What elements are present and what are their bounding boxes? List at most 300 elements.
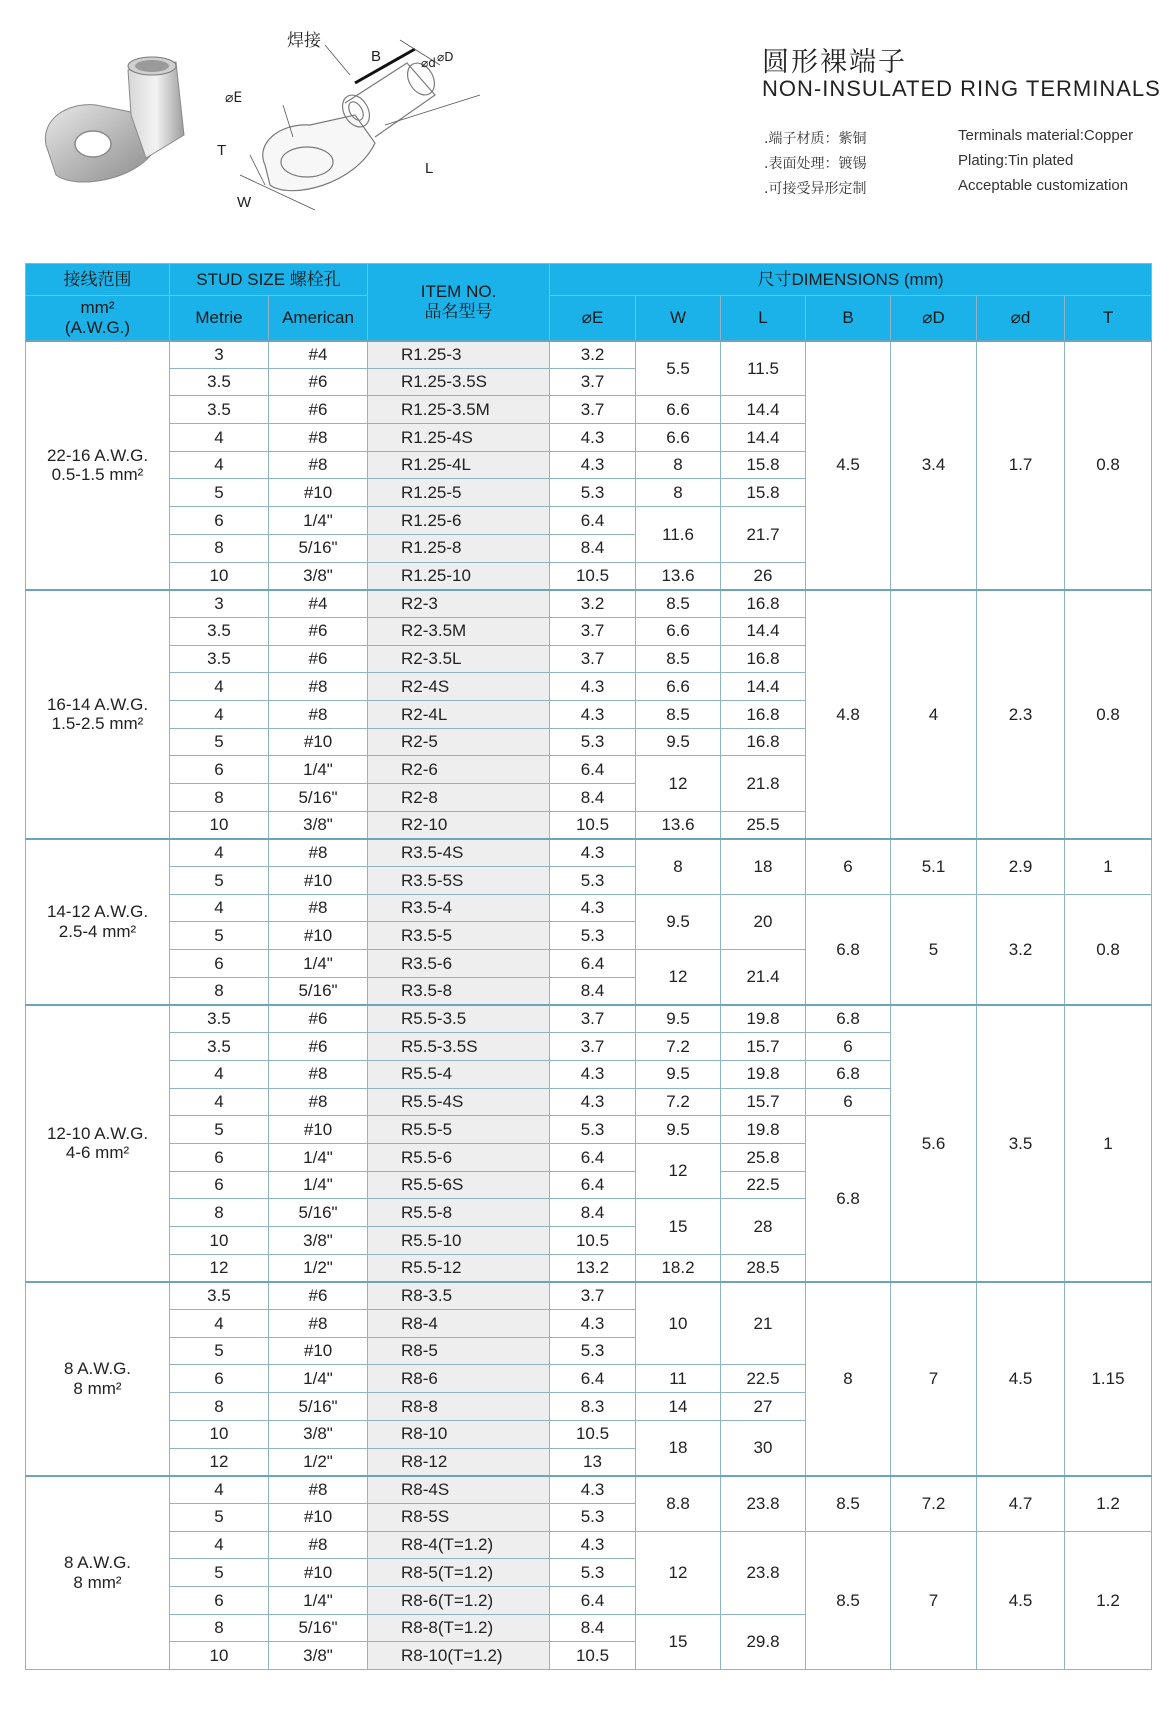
cell-l: 16.8 — [721, 645, 806, 673]
header-range-mm: mm² — [80, 298, 115, 318]
cell-l: 25.8 — [721, 1143, 806, 1171]
cell-item-no: R1.25-3.5S — [368, 368, 550, 396]
cell-l: 19.8 — [721, 1005, 806, 1033]
cell-item-no: R3.5-4S — [368, 839, 550, 867]
cell-e: 4.3 — [550, 1531, 636, 1559]
cell-phi-capital-d: 3.4 — [891, 341, 977, 590]
cell-l: 23.8 — [721, 1531, 806, 1614]
cell-american: 1/4" — [269, 507, 368, 535]
wire-range-awg: 22-16 A.W.G. — [46, 445, 149, 465]
wire-range-awg: 8 A.W.G. — [63, 1359, 132, 1379]
cell-metric: 4 — [170, 451, 269, 479]
cell-t: 1.2 — [1065, 1476, 1152, 1531]
cell-item-no: R5.5-4 — [368, 1060, 550, 1088]
wire-range-mm: 2.5-4 mm² — [58, 921, 137, 941]
cell-w: 5.5 — [636, 341, 721, 396]
cell-e: 3.7 — [550, 1282, 636, 1310]
page-header — [0, 0, 1176, 250]
cell-item-no: R2-4S — [368, 673, 550, 701]
cell-metric: 5 — [170, 867, 269, 895]
cell-e: 5.3 — [550, 1559, 636, 1587]
cell-item-no: R8-10(T=1.2) — [368, 1642, 550, 1670]
wire-range-mm: 4-6 mm² — [65, 1143, 130, 1163]
cell-e: 4.3 — [550, 700, 636, 728]
cell-metric: 12 — [170, 1448, 269, 1476]
cell-phi-d: 4.5 — [977, 1282, 1065, 1476]
cell-metric: 6 — [170, 1365, 269, 1393]
cell-item-no: R8-3.5 — [368, 1282, 550, 1310]
cell-e: 3.7 — [550, 396, 636, 424]
cell-e: 6.4 — [550, 1365, 636, 1393]
cell-american: #4 — [269, 590, 368, 618]
cell-item-no: R8-4 — [368, 1310, 550, 1338]
cell-american: #4 — [269, 341, 368, 369]
cell-american: #6 — [269, 368, 368, 396]
dim-label-w: W — [237, 194, 252, 211]
wire-range-cell — [26, 1282, 170, 1476]
cell-item-no: R8-4(T=1.2) — [368, 1531, 550, 1559]
cell-metric: 4 — [170, 673, 269, 701]
cell-item-no: R5.5-8 — [368, 1199, 550, 1227]
cell-item-no: R1.25-3.5M — [368, 396, 550, 424]
cell-e: 3.7 — [550, 1005, 636, 1033]
cell-metric: 5 — [170, 479, 269, 507]
cell-e: 13.2 — [550, 1254, 636, 1282]
cell-item-no: R8-6 — [368, 1365, 550, 1393]
wire-range-mm: 1.5-2.5 mm² — [51, 714, 144, 734]
cell-item-no: R5.5-3.5S — [368, 1033, 550, 1061]
cell-phi-d: 4.7 — [977, 1476, 1065, 1531]
cell-e: 4.3 — [550, 673, 636, 701]
cell-american: 5/16" — [269, 784, 368, 812]
cell-w: 18 — [636, 1420, 721, 1475]
cell-metric: 10 — [170, 811, 269, 839]
cell-metric: 4 — [170, 424, 269, 452]
cell-l: 11.5 — [721, 341, 806, 396]
cell-item-no: R8-4S — [368, 1476, 550, 1504]
cell-w: 11.6 — [636, 507, 721, 562]
header-item-en: ITEM NO. — [420, 282, 497, 302]
header-range-unit — [26, 296, 170, 341]
cell-american: #10 — [269, 1559, 368, 1587]
cell-american: #8 — [269, 1310, 368, 1338]
cell-item-no: R5.5-12 — [368, 1254, 550, 1282]
table-body — [26, 341, 1152, 1670]
cell-item-no: R3.5-4 — [368, 894, 550, 922]
cell-e: 6.4 — [550, 1143, 636, 1171]
cell-item-no: R5.5-6 — [368, 1143, 550, 1171]
terminal-dimension-drawing — [217, 25, 515, 230]
cell-metric: 8 — [170, 977, 269, 1005]
cell-american: #8 — [269, 700, 368, 728]
cell-metric: 4 — [170, 1310, 269, 1338]
header-range-cn: 接线范围 — [26, 264, 170, 296]
cell-w: 8 — [636, 839, 721, 894]
cell-item-no: R8-5 — [368, 1337, 550, 1365]
cell-l: 26 — [721, 562, 806, 590]
cell-american: #6 — [269, 617, 368, 645]
cell-phi-capital-d: 5 — [891, 894, 977, 1005]
cell-metric: 3.5 — [170, 645, 269, 673]
spec-plating-en: Plating:Tin plated — [958, 152, 1074, 169]
cell-item-no: R1.25-8 — [368, 534, 550, 562]
cell-item-no: R2-5 — [368, 728, 550, 756]
cell-metric: 10 — [170, 1227, 269, 1255]
cell-item-no: R8-6(T=1.2) — [368, 1586, 550, 1614]
cell-phi-capital-d: 7 — [891, 1282, 977, 1476]
cell-t: 0.8 — [1065, 341, 1152, 590]
cell-t: 0.8 — [1065, 590, 1152, 839]
cell-w: 13.6 — [636, 811, 721, 839]
cell-american: 1/4" — [269, 1143, 368, 1171]
cell-phi-d: 3.5 — [977, 1005, 1065, 1282]
cell-b: 6 — [806, 839, 891, 894]
cell-e: 3.2 — [550, 590, 636, 618]
cell-e: 6.4 — [550, 507, 636, 535]
cell-american: 3/8" — [269, 1642, 368, 1670]
cell-w: 8.8 — [636, 1476, 721, 1531]
cell-e: 3.7 — [550, 368, 636, 396]
cell-t: 1 — [1065, 839, 1152, 894]
cell-e: 4.3 — [550, 1310, 636, 1338]
cell-metric: 10 — [170, 562, 269, 590]
cell-american: 1/4" — [269, 950, 368, 978]
cell-metric: 8 — [170, 1614, 269, 1642]
cell-phi-capital-d: 7.2 — [891, 1476, 977, 1531]
cell-e: 8.4 — [550, 1199, 636, 1227]
wire-range-cell — [26, 839, 170, 1005]
cell-american: 3/8" — [269, 562, 368, 590]
table-header — [26, 264, 1152, 341]
dim-label-t: T — [217, 142, 227, 159]
cell-w: 8 — [636, 479, 721, 507]
page-title-en: NON-INSULATED RING TERMINALS — [762, 76, 1161, 101]
cell-t: 1.15 — [1065, 1282, 1152, 1476]
cell-w: 8.5 — [636, 700, 721, 728]
cell-item-no: R5.5-3.5 — [368, 1005, 550, 1033]
cell-phi-d: 4.5 — [977, 1531, 1065, 1669]
cell-b: 6 — [806, 1088, 891, 1116]
cell-american: 1/4" — [269, 1365, 368, 1393]
cell-phi-capital-d: 5.1 — [891, 839, 977, 894]
cell-e: 4.3 — [550, 894, 636, 922]
spec-custom-cn: .可接受异形定制 — [764, 181, 867, 197]
cell-l: 23.8 — [721, 1476, 806, 1531]
cell-item-no: R8-5S — [368, 1503, 550, 1531]
cell-e: 4.3 — [550, 451, 636, 479]
cell-metric: 4 — [170, 1088, 269, 1116]
cell-w: 12 — [636, 1143, 721, 1198]
cell-t: 1 — [1065, 1005, 1152, 1282]
cell-item-no: R2-3.5L — [368, 645, 550, 673]
cell-w: 7.2 — [636, 1033, 721, 1061]
cell-l: 18 — [721, 839, 806, 894]
cell-e: 6.4 — [550, 756, 636, 784]
cell-metric: 6 — [170, 1586, 269, 1614]
header-small-d: ⌀d — [977, 296, 1065, 341]
cell-e: 8.4 — [550, 534, 636, 562]
terminal-spec-table — [25, 263, 1152, 1670]
cell-l: 27 — [721, 1393, 806, 1421]
cell-l: 28.5 — [721, 1254, 806, 1282]
cell-e: 8.4 — [550, 784, 636, 812]
cell-b: 6.8 — [806, 1060, 891, 1088]
page-title-cn: 圆形裸端子 — [762, 47, 907, 78]
cell-american: 5/16" — [269, 1199, 368, 1227]
cell-l: 15.8 — [721, 479, 806, 507]
cell-american: #8 — [269, 673, 368, 701]
dim-label-b: B — [371, 48, 382, 65]
cell-w: 11 — [636, 1365, 721, 1393]
cell-american: 1/2" — [269, 1254, 368, 1282]
cell-e: 5.3 — [550, 1503, 636, 1531]
cell-e: 10.5 — [550, 1642, 636, 1670]
cell-american: #10 — [269, 922, 368, 950]
cell-metric: 8 — [170, 784, 269, 812]
cell-l: 21 — [721, 1282, 806, 1365]
cell-l: 15.7 — [721, 1033, 806, 1061]
cell-metric: 4 — [170, 839, 269, 867]
cell-metric: 3.5 — [170, 368, 269, 396]
cell-w: 15 — [636, 1199, 721, 1254]
cell-item-no: R2-8 — [368, 784, 550, 812]
wire-range-awg: 14-12 A.W.G. — [46, 902, 149, 922]
cell-item-no: R3.5-5 — [368, 922, 550, 950]
header-w: W — [636, 296, 721, 341]
cell-american: 1/4" — [269, 756, 368, 784]
dim-label-phi-d: ⌀d — [421, 56, 436, 70]
cell-e: 5.3 — [550, 922, 636, 950]
table-row — [26, 1282, 1152, 1310]
wire-range-awg: 12-10 A.W.G. — [46, 1123, 149, 1143]
cell-metric: 3.5 — [170, 396, 269, 424]
cell-e: 13 — [550, 1448, 636, 1476]
cell-item-no: R5.5-5 — [368, 1116, 550, 1144]
cell-b: 8.5 — [806, 1476, 891, 1531]
cell-l: 20 — [721, 894, 806, 949]
cell-w: 9.5 — [636, 728, 721, 756]
header-item-cn: 品名型号 — [424, 301, 493, 321]
cell-w: 9.5 — [636, 894, 721, 949]
cell-american: #8 — [269, 1060, 368, 1088]
cell-item-no: R5.5-6S — [368, 1171, 550, 1199]
cell-american: #8 — [269, 839, 368, 867]
cell-l: 22.5 — [721, 1171, 806, 1199]
wire-range-mm: 0.5-1.5 mm² — [51, 465, 144, 485]
cell-e: 10.5 — [550, 1420, 636, 1448]
cell-w: 12 — [636, 756, 721, 811]
cell-metric: 3 — [170, 341, 269, 369]
cell-american: #8 — [269, 1531, 368, 1559]
cell-metric: 4 — [170, 1476, 269, 1504]
cell-american: #10 — [269, 1503, 368, 1531]
cell-e: 6.4 — [550, 950, 636, 978]
cell-metric: 4 — [170, 1531, 269, 1559]
cell-phi-d: 3.2 — [977, 894, 1065, 1005]
cell-b: 6 — [806, 1033, 891, 1061]
cell-l: 19.8 — [721, 1060, 806, 1088]
cell-b: 8.5 — [806, 1531, 891, 1669]
cell-metric: 5 — [170, 728, 269, 756]
cell-l: 14.4 — [721, 424, 806, 452]
cell-metric: 10 — [170, 1420, 269, 1448]
cell-t: 1.2 — [1065, 1531, 1152, 1669]
cell-metric: 6 — [170, 507, 269, 535]
cell-metric: 6 — [170, 756, 269, 784]
cell-l: 16.8 — [721, 590, 806, 618]
cell-e: 5.3 — [550, 1116, 636, 1144]
cell-metric: 5 — [170, 1503, 269, 1531]
cell-item-no: R2-3 — [368, 590, 550, 618]
wire-range-awg: 8 A.W.G. — [63, 1553, 132, 1573]
cell-b: 6.8 — [806, 1005, 891, 1033]
cell-l: 16.8 — [721, 700, 806, 728]
cell-l: 15.7 — [721, 1088, 806, 1116]
cell-phi-d: 1.7 — [977, 341, 1065, 590]
cell-w: 13.6 — [636, 562, 721, 590]
cell-american: #8 — [269, 894, 368, 922]
cell-american: #6 — [269, 1282, 368, 1310]
dim-label-phi-capital-d: ⌀D — [437, 50, 454, 64]
cell-e: 3.7 — [550, 617, 636, 645]
cell-t: 0.8 — [1065, 894, 1152, 1005]
cell-item-no: R1.25-4S — [368, 424, 550, 452]
cell-l: 14.4 — [721, 673, 806, 701]
wire-range-mm: 8 mm² — [73, 1572, 122, 1592]
cell-american: 3/8" — [269, 1420, 368, 1448]
cell-american: 3/8" — [269, 1227, 368, 1255]
cell-item-no: R8-8(T=1.2) — [368, 1614, 550, 1642]
wire-range-awg: 16-14 A.W.G. — [46, 694, 149, 714]
cell-e: 5.3 — [550, 1337, 636, 1365]
cell-l: 14.4 — [721, 617, 806, 645]
cell-metric: 12 — [170, 1254, 269, 1282]
cell-item-no: R1.25-5 — [368, 479, 550, 507]
cell-item-no: R2-4L — [368, 700, 550, 728]
cell-item-no: R1.25-10 — [368, 562, 550, 590]
cell-american: #6 — [269, 396, 368, 424]
cell-w: 8.5 — [636, 645, 721, 673]
cell-metric: 8 — [170, 1393, 269, 1421]
cell-metric: 8 — [170, 534, 269, 562]
cell-american: 1/2" — [269, 1448, 368, 1476]
cell-e: 10.5 — [550, 811, 636, 839]
cell-l: 30 — [721, 1420, 806, 1475]
cell-american: #8 — [269, 1476, 368, 1504]
cell-american: #10 — [269, 867, 368, 895]
header-l: L — [721, 296, 806, 341]
cell-metric: 3.5 — [170, 617, 269, 645]
weld-label: 焊接 — [287, 31, 321, 51]
header-metric: Metrie — [170, 296, 269, 341]
cell-w: 10 — [636, 1282, 721, 1365]
header-stud-size: STUD SIZE 螺栓孔 — [170, 264, 368, 296]
cell-metric: 5 — [170, 1116, 269, 1144]
cell-american: 1/4" — [269, 1586, 368, 1614]
cell-item-no: R8-10 — [368, 1420, 550, 1448]
wire-range-cell — [26, 1005, 170, 1282]
cell-metric: 5 — [170, 922, 269, 950]
spec-custom-en: Acceptable customization — [958, 177, 1129, 194]
cell-metric: 3.5 — [170, 1282, 269, 1310]
cell-e: 4.3 — [550, 1088, 636, 1116]
cell-metric: 6 — [170, 1171, 269, 1199]
cell-item-no: R8-8 — [368, 1393, 550, 1421]
cell-w: 6.6 — [636, 673, 721, 701]
cell-item-no: R8-5(T=1.2) — [368, 1559, 550, 1587]
cell-phi-capital-d: 7 — [891, 1531, 977, 1669]
cell-b: 6.8 — [806, 1116, 891, 1282]
table-row — [26, 1531, 1152, 1559]
cell-l: 19.8 — [721, 1116, 806, 1144]
cell-l: 28 — [721, 1199, 806, 1254]
cell-american: 5/16" — [269, 977, 368, 1005]
cell-item-no: R5.5-4S — [368, 1088, 550, 1116]
cell-phi-capital-d: 4 — [891, 590, 977, 839]
cell-b: 8 — [806, 1282, 891, 1476]
cell-item-no: R5.5-10 — [368, 1227, 550, 1255]
cell-item-no: R2-3.5M — [368, 617, 550, 645]
header-range-awg: (A.W.G.) — [64, 317, 131, 337]
cell-metric: 6 — [170, 950, 269, 978]
cell-metric: 5 — [170, 1559, 269, 1587]
header-dimensions: 尺寸DIMENSIONS (mm) — [550, 264, 1152, 296]
cell-phi-d: 2.9 — [977, 839, 1065, 894]
header-e: ⌀E — [550, 296, 636, 341]
cell-e: 4.3 — [550, 839, 636, 867]
spec-plating-cn: .表面处理：镀锡 — [764, 156, 867, 172]
cell-item-no: R1.25-3 — [368, 341, 550, 369]
cell-l: 29.8 — [721, 1614, 806, 1669]
table-row — [26, 1005, 1152, 1033]
cell-w: 14 — [636, 1393, 721, 1421]
cell-e: 6.4 — [550, 1171, 636, 1199]
cell-american: 5/16" — [269, 1393, 368, 1421]
cell-phi-d: 2.3 — [977, 590, 1065, 839]
cell-american: #8 — [269, 1088, 368, 1116]
header-t: T — [1065, 296, 1152, 341]
cell-w: 18.2 — [636, 1254, 721, 1282]
header-d: ⌀D — [891, 296, 977, 341]
cell-e: 5.3 — [550, 728, 636, 756]
cell-e: 3.7 — [550, 645, 636, 673]
cell-american: 3/8" — [269, 811, 368, 839]
cell-e: 8.3 — [550, 1393, 636, 1421]
cell-l: 21.8 — [721, 756, 806, 811]
cell-l: 15.8 — [721, 451, 806, 479]
cell-e: 4.3 — [550, 1060, 636, 1088]
cell-b: 4.8 — [806, 590, 891, 839]
dim-label-l: L — [425, 160, 434, 177]
wire-range-mm: 8 mm² — [73, 1378, 122, 1398]
cell-e: 6.4 — [550, 1586, 636, 1614]
cell-e: 8.4 — [550, 1614, 636, 1642]
cell-item-no: R2-10 — [368, 811, 550, 839]
table-row — [26, 590, 1152, 618]
cell-e: 4.3 — [550, 1476, 636, 1504]
cell-e: 3.7 — [550, 1033, 636, 1061]
cell-item-no: R1.25-6 — [368, 507, 550, 535]
cell-american: #10 — [269, 728, 368, 756]
cell-metric: 3 — [170, 590, 269, 618]
cell-american: #10 — [269, 479, 368, 507]
cell-w: 9.5 — [636, 1060, 721, 1088]
header-b: B — [806, 296, 891, 341]
spec-material-en: Terminals material:Copper — [958, 127, 1134, 144]
cell-item-no: R8-12 — [368, 1448, 550, 1476]
spec-material-cn: .端子材质：紫铜 — [764, 131, 867, 147]
header-american: American — [269, 296, 368, 341]
